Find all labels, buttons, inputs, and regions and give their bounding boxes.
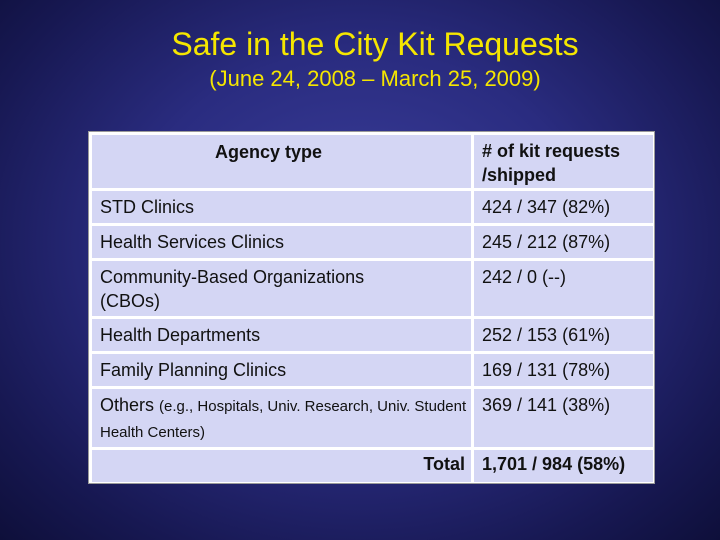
others-label: Others <box>100 395 155 415</box>
table-row-label: Family Planning Clinics <box>92 354 471 386</box>
table-row-label: Health Services Clinics <box>92 226 471 258</box>
table-row-label <box>92 389 471 447</box>
table-row-value: 369 / 141 (38%) <box>474 389 653 447</box>
table-row-value: 252 / 153 (61%) <box>474 319 653 351</box>
header-agency-type: Agency type <box>92 135 471 188</box>
slide-title: Safe in the City Kit Requests <box>171 26 579 62</box>
kit-requests-table <box>88 131 655 484</box>
total-value: 1,701 / 984 (58%) <box>474 450 653 482</box>
table-row-label: Community-Based Organizations (CBOs) <box>92 261 471 316</box>
table-row-value: 169 / 131 (78%) <box>474 354 653 386</box>
others-detail: (e.g., Hospitals, Univ. Research, Univ. Student Health Centers) <box>100 398 467 441</box>
table-row-value: 245 / 212 (87%) <box>474 226 653 258</box>
total-label: Total <box>92 450 471 482</box>
slide-subtitle: (June 24, 2008 – March 25, 2009) <box>209 66 541 91</box>
header-kit-requests: # of kit requests /shipped <box>474 135 653 188</box>
table-row-value: 242 / 0 (--) <box>474 261 653 316</box>
table-row-label: Health Departments <box>92 319 471 351</box>
table-row-value: 424 / 347 (82%) <box>474 191 653 223</box>
table-row-label: STD Clinics <box>92 191 471 223</box>
